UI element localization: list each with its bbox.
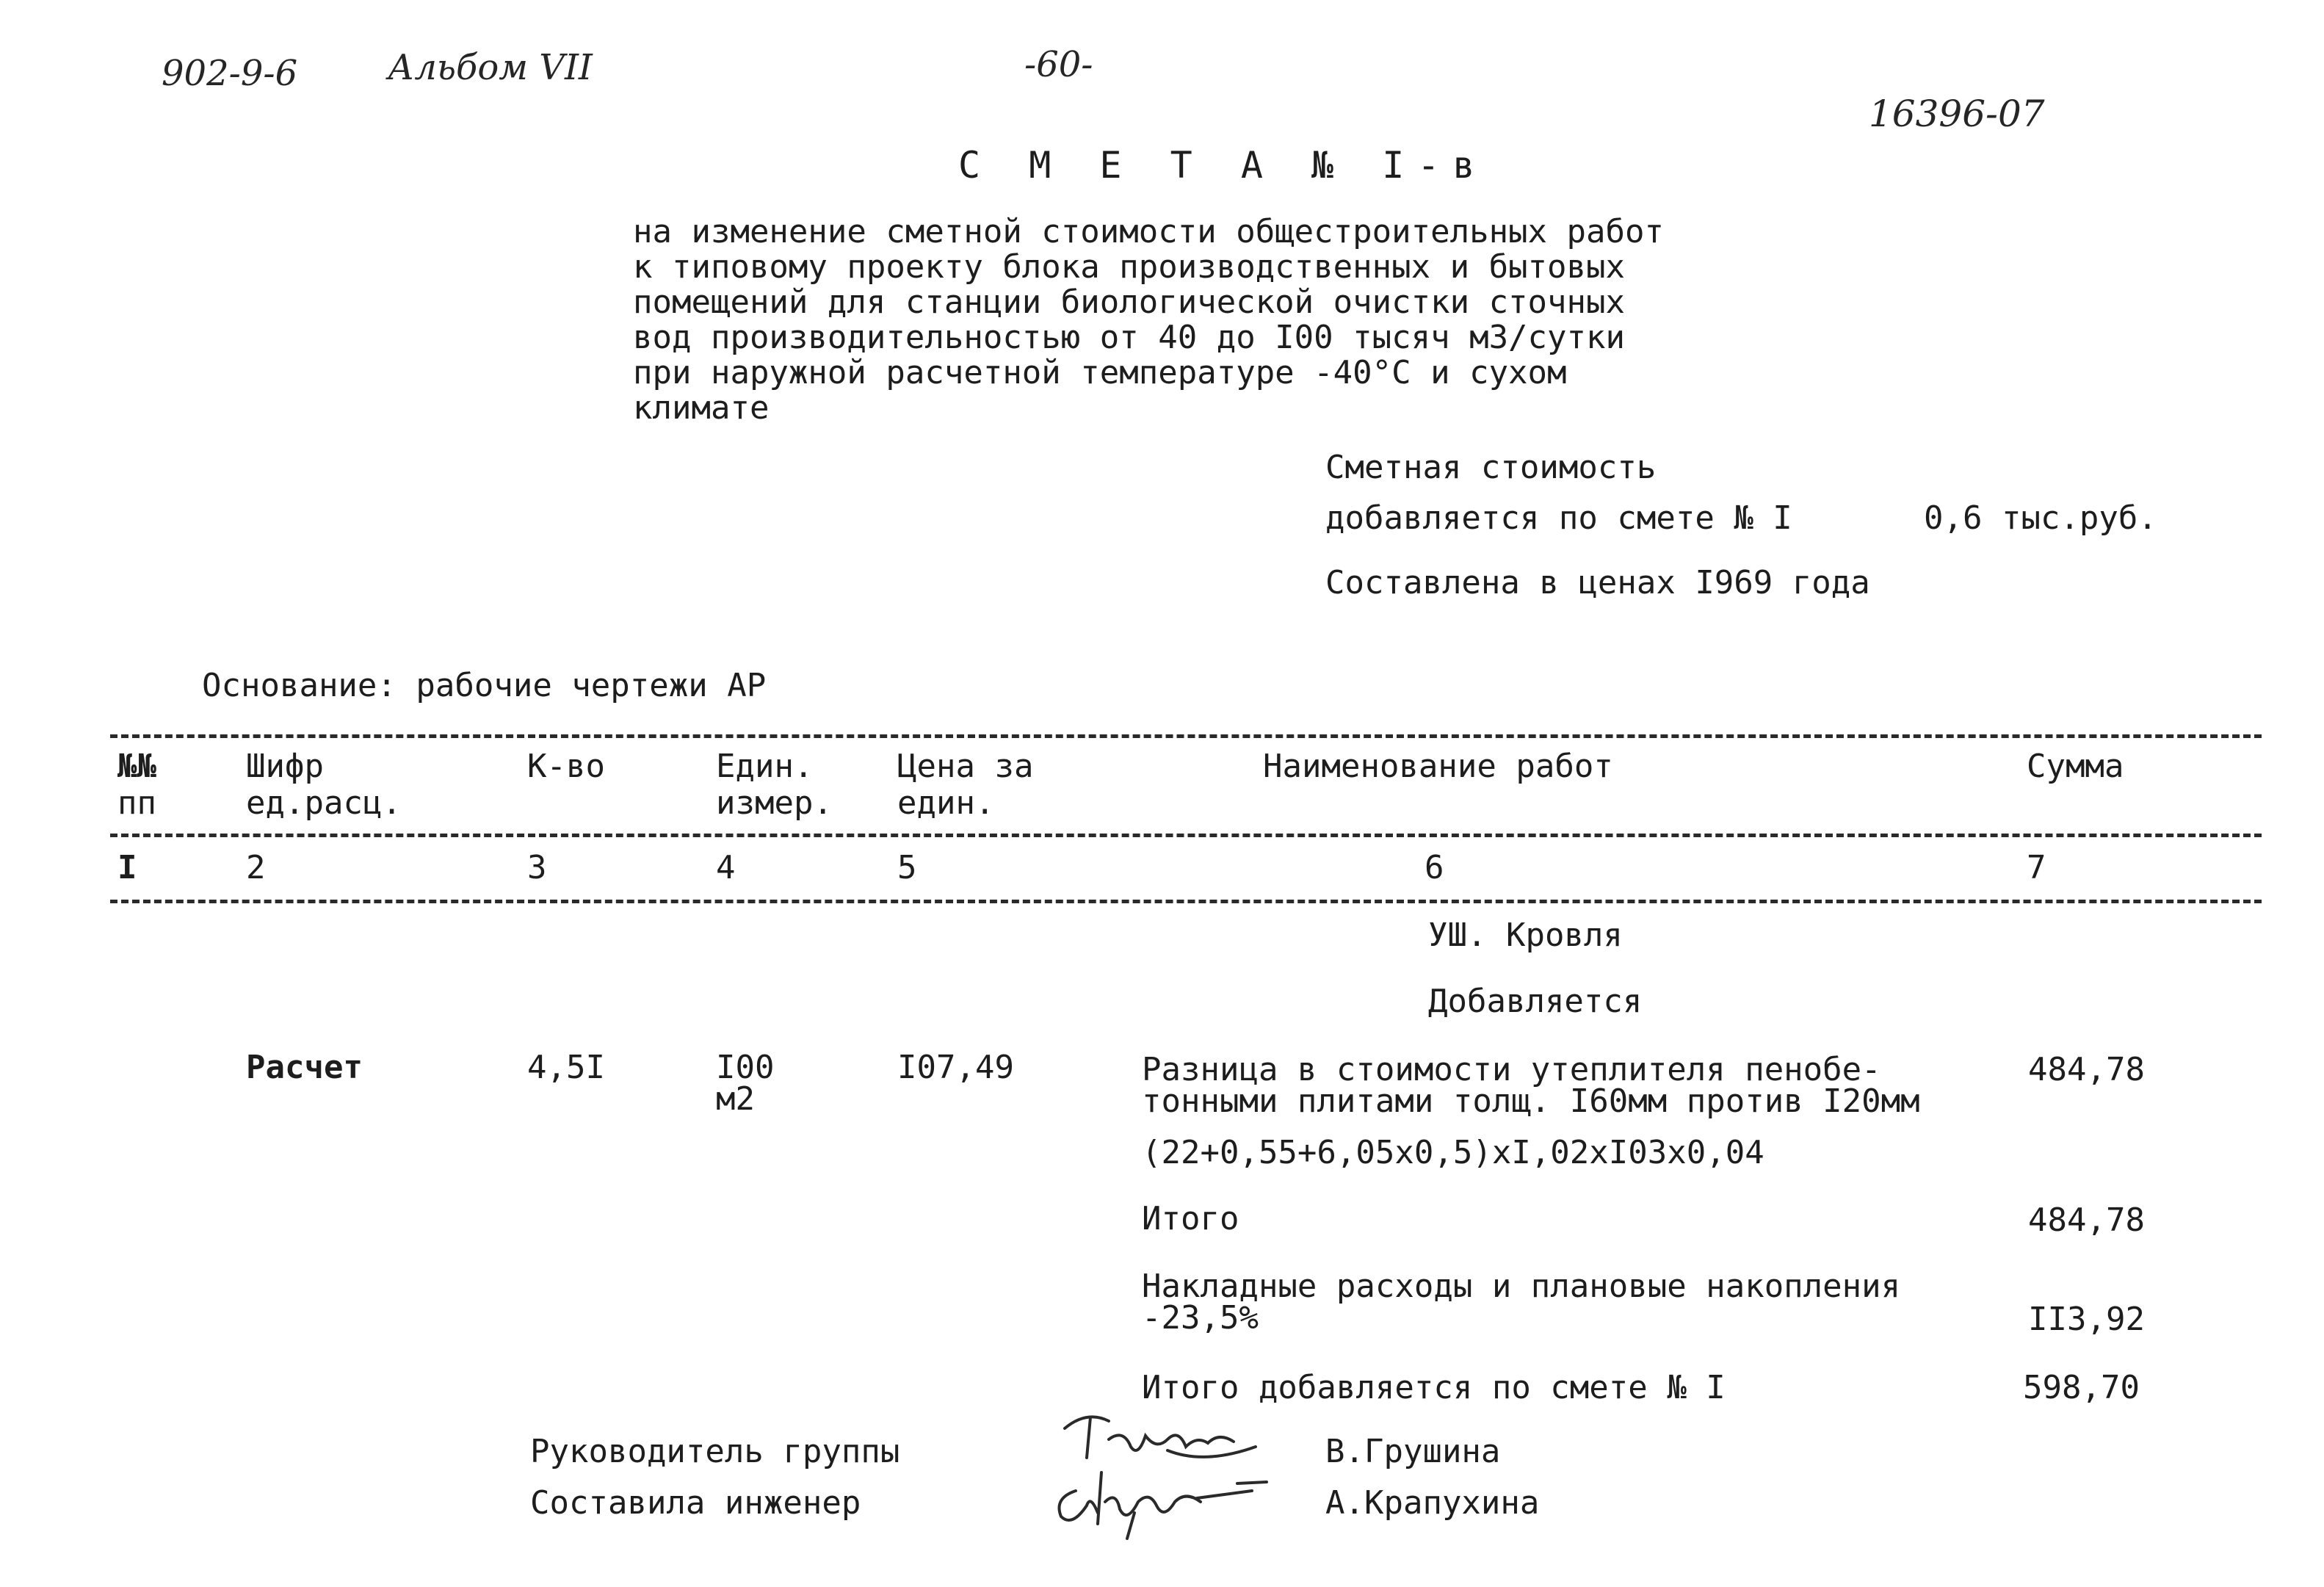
header-work-name: Наименование работ: [1263, 748, 1613, 785]
summary-line-2: добавляется по смете № I: [1325, 499, 1792, 537]
signature-scribble-2: [1046, 1461, 1281, 1542]
header-unit-sub: измер.: [716, 784, 833, 822]
signature-name-1: В.Грушина: [1325, 1433, 1501, 1470]
row-unit: I00: [716, 1049, 775, 1086]
total-value: 484,78: [2028, 1201, 2145, 1239]
row-work-name: Разница в стоимости утеплителя пенобе-: [1142, 1051, 1881, 1088]
document-description: [633, 214, 1664, 426]
row-unit-sub: м2: [716, 1080, 755, 1118]
row-price: I07,49: [897, 1049, 1014, 1086]
header-price: Цена за: [897, 748, 1034, 785]
header-number-sub: пп: [117, 784, 156, 822]
column-number: 6: [1425, 849, 1444, 886]
column-number: I: [117, 849, 137, 886]
document-code: 902-9-6: [162, 53, 298, 94]
description-line: на изменение сметной стоимости общестроительных работ: [633, 213, 1664, 250]
column-number: 2: [246, 849, 266, 886]
description-line: помещений для станции биологической очистки сточных: [633, 283, 1626, 321]
header-price-sub: един.: [897, 784, 995, 822]
row-quantity: 4,5I: [527, 1049, 605, 1086]
header-unit: Един.: [716, 748, 814, 785]
summary-amount: 0,6 тыс.руб.: [1924, 499, 2157, 537]
album-label: Альбом VII: [388, 47, 593, 88]
header-sum: Сумма: [2027, 748, 2124, 785]
subsection-heading: Добавляется: [1428, 983, 1643, 1020]
section-heading: УШ. Кровля: [1428, 917, 1623, 954]
overhead-label-cont: -23,5%: [1142, 1299, 1259, 1337]
table-top-rule: [110, 734, 2262, 738]
signature-role-2: Составила инженер: [530, 1484, 861, 1522]
description-line: вод производительностью от 40 до I00 тысяч м3/сутки: [633, 319, 1626, 356]
column-number: 5: [897, 849, 917, 886]
description-line: к типовому проекту блока производственных и бытовых: [633, 248, 1626, 286]
header-number: №№: [117, 748, 156, 785]
row-code: Расчет: [246, 1049, 363, 1086]
row-formula: (22+0,55+6,05х0,5)хI,02хI03х0,04: [1142, 1134, 1764, 1171]
signature-role-1: Руководитель группы: [530, 1433, 900, 1470]
grand-total-label: Итого добавляется по смете № I: [1142, 1369, 1726, 1406]
row-work-name-cont: тонными плитами толщ. I60мм против I20мм: [1142, 1082, 1920, 1120]
column-number: 3: [527, 849, 547, 886]
description-line: при наружной расчетной температуре -40°С и сухом: [633, 354, 1567, 391]
column-number: 7: [2027, 849, 2046, 886]
basis-line: Основание: рабочие чертежи АР: [202, 667, 767, 704]
header-code-sub: ед.расц.: [246, 784, 402, 822]
page-number: -60-: [1024, 44, 1093, 85]
overhead-label: Накладные расходы и плановые накопления: [1142, 1268, 1901, 1305]
column-number: 4: [716, 849, 736, 886]
grand-total-value: 598,70: [2023, 1369, 2140, 1406]
signature-name-2: А.Крапухина: [1325, 1484, 1540, 1522]
summary-line-3: Составлена в ценах I969 года: [1325, 564, 1870, 601]
summary-line-1: Сметная стоимость: [1325, 449, 1657, 486]
table-header-rule: [110, 834, 2262, 837]
description-line: климате: [633, 389, 770, 427]
table-numbers-rule: [110, 900, 2262, 903]
header-code: Шифр: [246, 748, 324, 785]
total-label: Итого: [1142, 1200, 1239, 1237]
header-quantity: К-во: [527, 748, 605, 785]
overhead-value: II3,92: [2028, 1301, 2145, 1338]
document-title: С М Е Т А № I-в: [958, 144, 1488, 187]
row-sum: 484,78: [2028, 1051, 2145, 1088]
archive-number: 16396-07: [1869, 93, 2045, 135]
